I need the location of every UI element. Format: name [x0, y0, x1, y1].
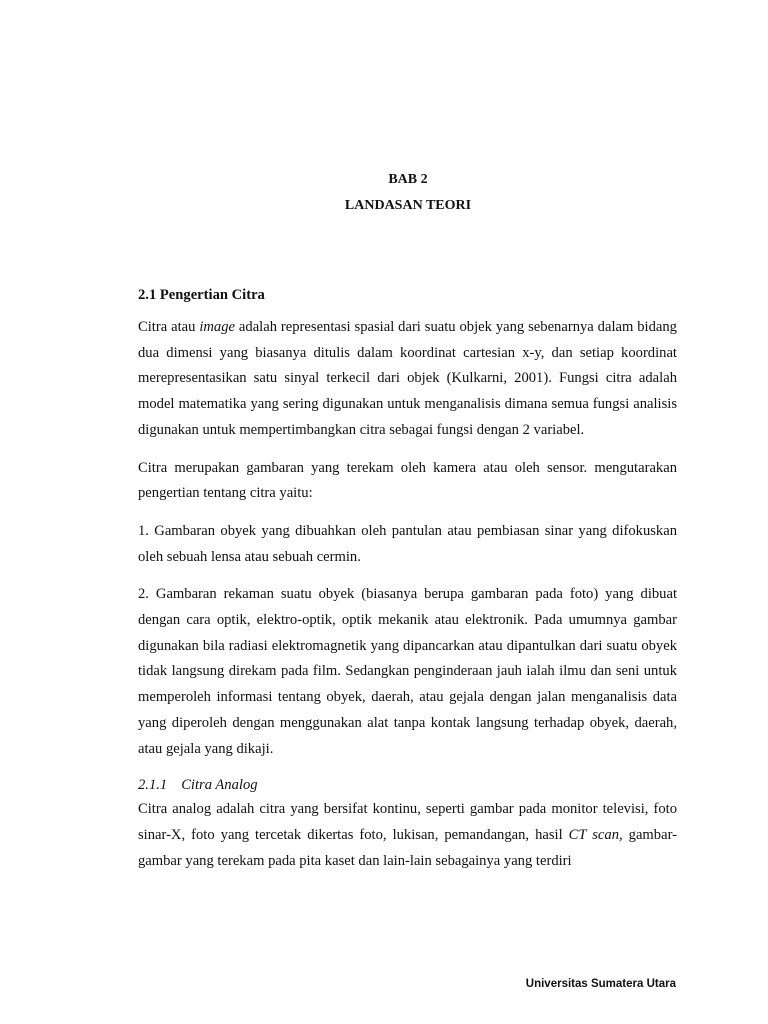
paragraph-definition-text-rest: adalah representasi spasial dari suatu objek yang sebenarnya dalam bidang dua dimensi yang biasanya ditulis dalam koordinat cartesian x-y, dan setiap koordinat merepresentasikan satu sinyal terkecil dari objek (Kulkarni, 2001). Fungsi citra adalah model matematika yang sering digunakan untuk menganalisis dimana semua fungsi analisis digunakan untuk mempertimbangkan citra sebagai fungsi dengan 2 variabel.	[138, 319, 677, 438]
subsection-heading	[138, 774, 677, 796]
section-heading: 2.1 Pengertian Citra	[138, 287, 265, 303]
chapter-number: BAB 2	[388, 172, 428, 187]
paragraph-definition-text-start: Citra atau	[138, 319, 200, 335]
list-item-2: 2. Gambaran rekaman suatu obyek (biasanya berupa gambaran pada foto) yang dibuat dengan cara optik, elektro-optik, optik mekanik atau elektronik. Pada umumnya gambar digunakan bila radiasi elektromagnetik yang dipancarkan atau dipantulkan dari suatu obyek tidak langsung direkam pada film. Sedangkan penginderaan jauh ialah ilmu dan seni untuk memperoleh informasi tentang obyek, daerah, atau gejala dengan jalan menganalisis data yang diperoleh dengan menggunakan alat tanpa kontak langsung terhadap obyek, daerah, atau gejala yang dikaji.	[138, 586, 677, 757]
paragraph-citra-analog-italic-term: CT scan,	[568, 826, 623, 843]
paragraph-intro-list: Citra merupakan gambaran yang terekam oleh kamera atau oleh sensor. mengutarakan pengertian tentang citra yaitu:	[138, 459, 677, 502]
paragraph-definition	[138, 315, 677, 444]
page-content	[138, 284, 677, 886]
paragraph-definition-italic-term: image	[199, 319, 235, 335]
paragraph-citra-analog	[138, 797, 677, 874]
paragraph-citra-analog-text-start: Citra analog adalah citra yang bersifat kontinu, seperti gambar pada monitor televisi, foto sinar-X, foto yang tercetak dikertas foto, lukisan, pemandangan, hasil	[138, 801, 677, 843]
subsection-title: Citra Analog	[181, 777, 258, 794]
chapter-title: LANDASAN TEORI	[344, 198, 472, 213]
list-item-1: 1. Gambaran obyek yang dibuahkan oleh pantulan atau pembiasan sinar yang difokuskan oleh sebuah lensa atau sebuah cermin.	[138, 522, 677, 565]
paragraph-citra-analog-text-rest: gambar-gambar yang terekam pada pita kaset dan lain-lain sebagainya yang terdiri	[138, 826, 677, 869]
footer-institution: Universitas Sumatera Utara	[525, 978, 676, 990]
subsection-number: 2.1.1	[138, 777, 168, 794]
